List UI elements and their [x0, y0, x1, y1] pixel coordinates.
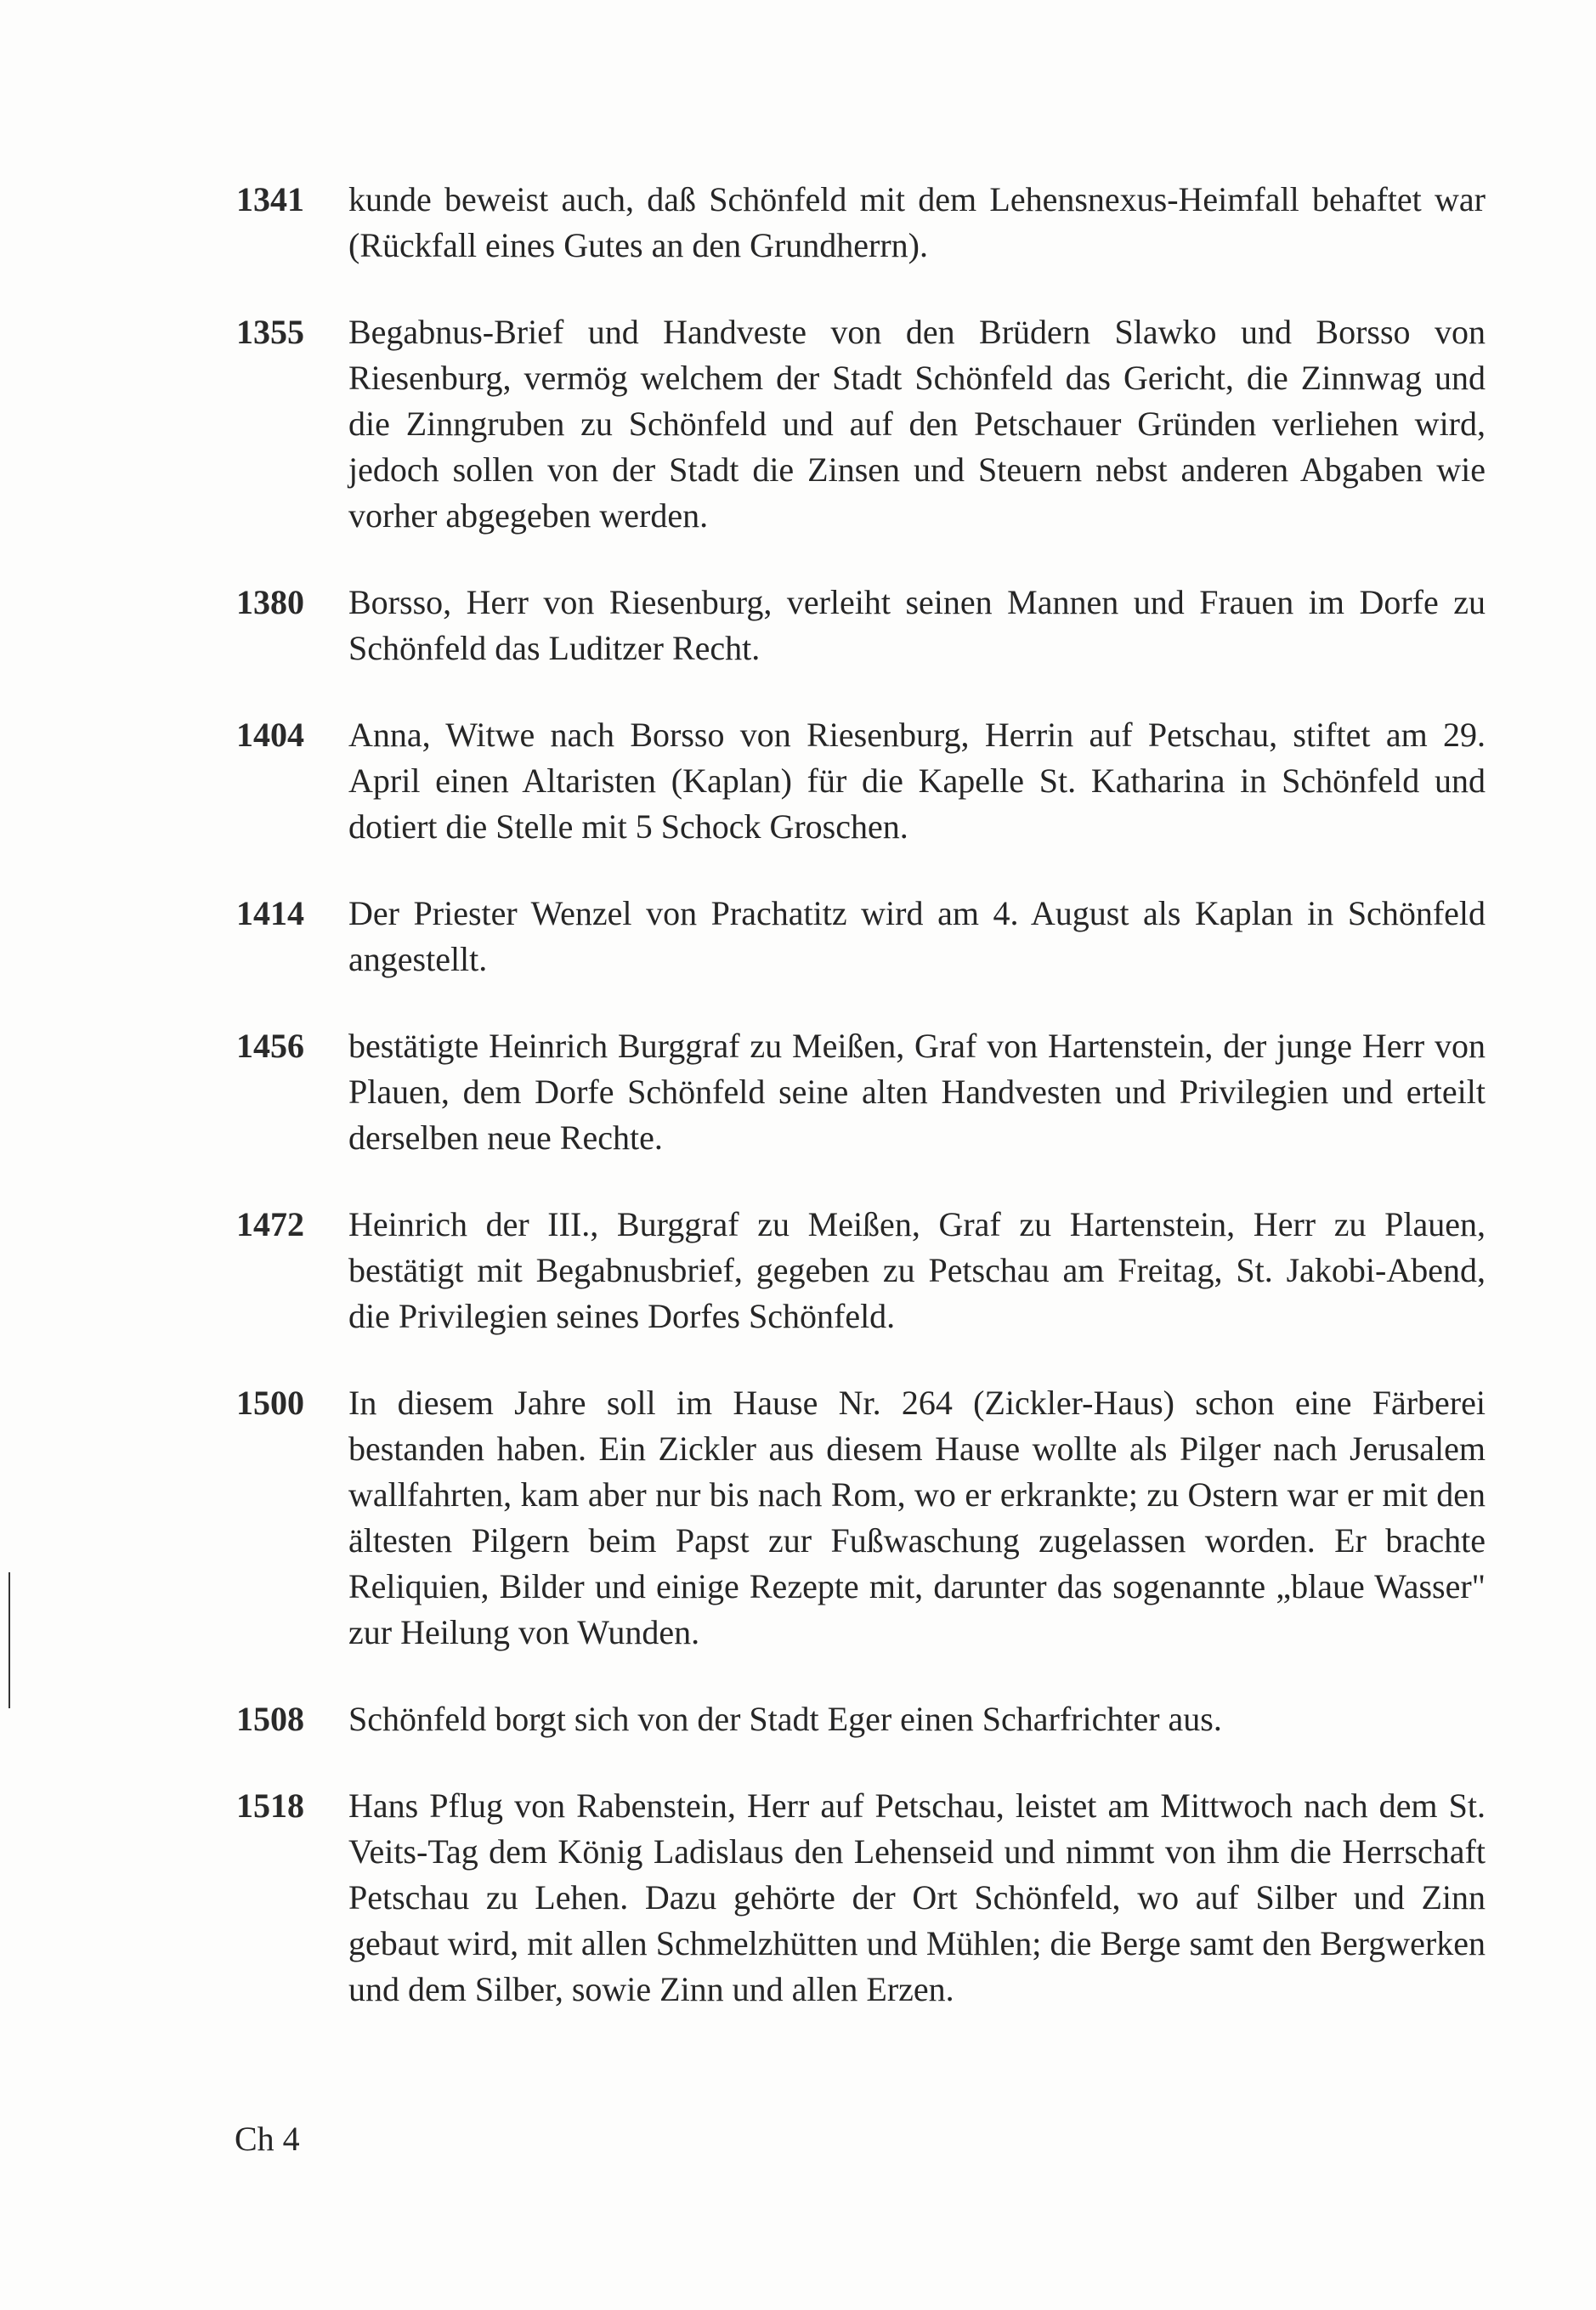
entry-year: 1341 [236, 180, 304, 218]
chronicle-entry [236, 891, 1486, 982]
entry-text: Begabnus-Brief und Handveste von den Brüdern Slawko und Borsso von Riesenburg, vermög welchem der Stadt Schönfeld das Gericht, die Zinnwag und die Zinngruben zu Schönfeld und auf den Petschauer Gründen verliehen wird, jedoch sollen von der Stadt die Zinsen und Steuern nebst anderen Abgaben wie vorher abgegeben werden. [348, 313, 1486, 535]
entry-text: In diesem Jahre soll im Hause Nr. 264 (Zickler-Haus) schon eine Färberei bestanden haben. Ein Zickler aus diesem Hause wollte als Pilger nach Jerusalem wallfahrten, kam aber nur bis nach Rom, wo er erkrankte; zu Ostern war er mit den ältesten Pilgern beim Papst zur Fußwaschung zugelassen worden. Er brachte Reliquien, Bilder und einige Rezepte mit, darunter das sogenannte „blaue Wasser" zur Heilung von Wunden. [348, 1384, 1486, 1651]
chronicle-entry [236, 712, 1486, 850]
chronicle-entry [236, 580, 1486, 671]
entry-year: 1508 [236, 1700, 304, 1738]
entry-year: 1380 [236, 583, 304, 621]
chronicle-entry [236, 1023, 1486, 1161]
chronicle-entry [236, 309, 1486, 539]
chronicle-entry [236, 1380, 1486, 1656]
entry-year: 1518 [236, 1786, 304, 1825]
entry-year: 1500 [236, 1384, 304, 1422]
entry-text: Hans Pflug von Rabenstein, Herr auf Petschau, leistet am Mittwoch nach dem St. Veits-Tag dem König Ladislaus den Lehenseid und nimmt von ihm die Herrschaft Petschau zu Lehen. Dazu gehörte der Ort Schönfeld, wo auf Silber und Zinn gebaut wird, mit allen Schmelzhütten und Mühlen; die Berge samt den Bergwerken und dem Silber, sowie Zinn und allen Erzen. [348, 1786, 1486, 2008]
entry-text: Schönfeld borgt sich von der Stadt Eger einen Scharfrichter aus. [348, 1700, 1222, 1738]
page-footer-label: Ch 4 [235, 2120, 300, 2158]
entry-text: Borsso, Herr von Riesenburg, verleiht seinen Mannen und Frauen im Dorfe zu Schönfeld das Luditzer Recht. [348, 583, 1486, 667]
entry-year: 1456 [236, 1027, 304, 1065]
entry-year: 1355 [236, 313, 304, 351]
margin-mark [8, 1572, 10, 1708]
chronicle-entry [236, 177, 1486, 269]
entry-text: bestätigte Heinrich Burggraf zu Meißen, Graf von Hartenstein, der junge Herr von Plauen, dem Dorfe Schönfeld seine alten Handvesten und Privilegien und erteilt derselben neue Rechte. [348, 1027, 1486, 1157]
chronicle-entry [236, 1783, 1486, 2013]
entry-text: kunde beweist auch, daß Schönfeld mit dem Lehensnexus-Heimfall behaftet war (Rückfall eines Gutes an den Grundherrn). [348, 180, 1486, 264]
entry-year: 1404 [236, 716, 304, 754]
entry-text: Anna, Witwe nach Borsso von Riesenburg, Herrin auf Petschau, stiftet am 29. April einen Altaristen (Kaplan) für die Kapelle St. Katharina in Schönfeld und dotiert die Stelle mit 5 Schock Groschen. [348, 716, 1486, 846]
chronicle-entries [236, 177, 1486, 2053]
entry-text: Der Priester Wenzel von Prachatitz wird am 4. August als Kaplan in Schönfeld angestellt. [348, 894, 1486, 978]
entry-year: 1414 [236, 894, 304, 932]
chronicle-entry [236, 1202, 1486, 1339]
entry-text: Heinrich der III., Burggraf zu Meißen, Graf zu Hartenstein, Herr zu Plauen, bestätigt mit Begabnusbrief, gegeben zu Petschau am Freitag, St. Jakobi-Abend, die Privilegien seines Dorfes Schönfeld. [348, 1205, 1486, 1335]
chronicle-entry [236, 1696, 1486, 1742]
entry-year: 1472 [236, 1205, 304, 1243]
